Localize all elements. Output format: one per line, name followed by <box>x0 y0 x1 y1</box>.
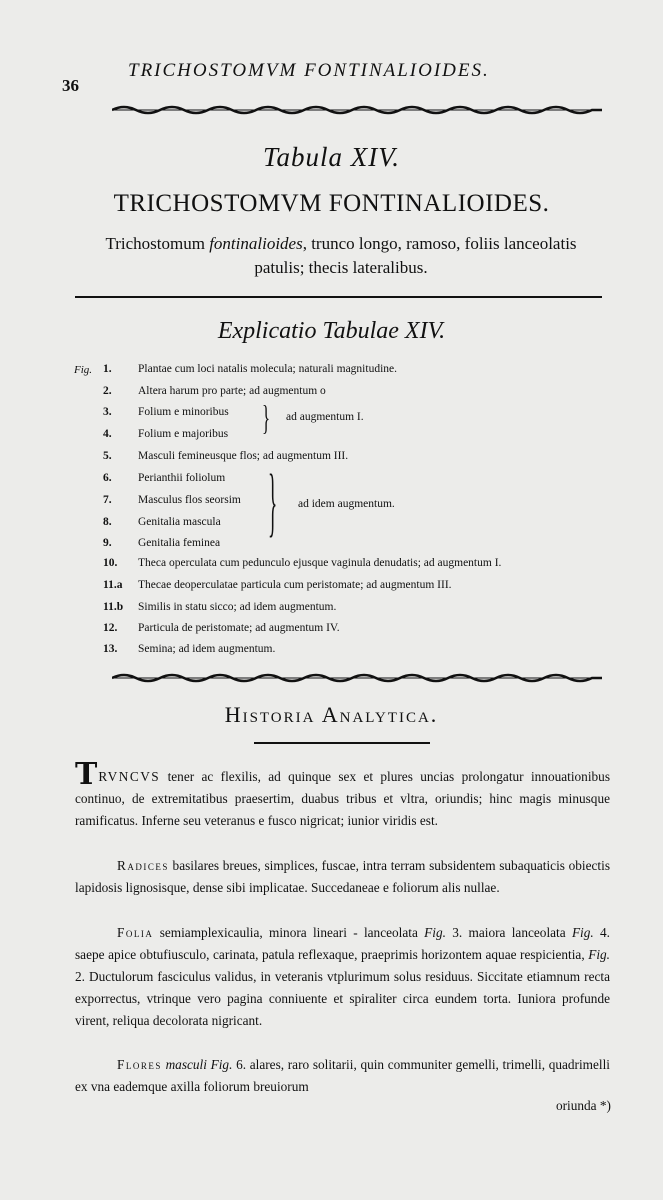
paragraph-text: 4. saepe apice obtufiusculo, carinata, patula reflexaque, praeprimis horizontem aquae respicientia, <box>75 925 611 962</box>
figure-number: 5. <box>103 450 112 462</box>
fig-ref: Fig. <box>588 947 610 962</box>
paragraph-end: oriunda *) <box>555 1098 611 1113</box>
figure-caption: Semina; ad idem augmentum. <box>138 643 276 655</box>
figure-caption: Folium e majoribus <box>138 428 229 440</box>
fig-ref: masculi Fig. <box>161 1057 233 1072</box>
figure-caption: Genitalia feminea <box>138 537 221 549</box>
diagnosis-epithet: fontinalioides <box>209 234 303 253</box>
running-title: TRICHOSTOMVM FONTINALIOIDES. <box>128 60 490 81</box>
paragraph-text: 2. Ductulorum fasciculus validus, in veteranis vtplurimum solus residuus. Siccitate etiamnum recta exporrectus, vtrinque vero pagina conniuente et spiraliter circa eundem torta. Iuniora profunde virent, reliqua decolorata nigricant. <box>75 969 610 1028</box>
brace-6-9: } <box>268 462 278 546</box>
lead-word-truncus: RVNCVS <box>98 769 161 784</box>
species-name: TRICHOSTOMVM FONTINALIOIDES. <box>113 190 550 217</box>
figure-number: 6. <box>103 472 112 484</box>
figure-number: 11.a <box>103 579 123 591</box>
figure-caption: Plantae cum loci natalis molecula; naturali magnitudine. <box>138 363 397 375</box>
figure-caption: Altera harum pro parte; ad augmentum o <box>138 385 326 397</box>
figure-number: 1. <box>103 363 112 375</box>
paragraph-text: 3. maiora lanceolata <box>445 925 572 940</box>
figure-caption: Genitalia mascula <box>138 516 221 528</box>
historia-heading: Historia Analytica. <box>224 702 439 727</box>
ornamental-rule-middle <box>112 672 602 684</box>
figure-caption: Masculus flos seorsim <box>138 494 241 506</box>
drop-cap: T <box>75 757 98 792</box>
figure-number: 11.b <box>103 601 124 613</box>
paragraph-text: basilares breues, simplices, fuscae, intra terram subsidentem subaquaticis obiectis lapidosis lignosisque, dense sibi implicatae. Succedaneae e foliorum alis nullae. <box>75 858 610 895</box>
diagnosis-text-1: Trichostomum <box>105 234 210 253</box>
fig-ref: Fig. <box>571 925 594 940</box>
figure-caption: Similis in statu sicco; ad idem augmentum. <box>138 601 337 613</box>
brace-6-9-label: ad idem augmentum. <box>298 498 395 510</box>
fig-label: Fig. <box>74 364 93 376</box>
figure-number: 9. <box>103 537 112 549</box>
paragraph-radices <box>75 855 610 899</box>
figure-number: 12. <box>103 622 118 634</box>
explicatio-heading: Explicatio Tabulae XIV. <box>217 318 446 344</box>
lead-word-radices: Radices <box>117 858 169 873</box>
figure-number: 3. <box>103 406 112 418</box>
figure-caption: Perianthii foliolum <box>138 472 226 484</box>
plate-title: Tabula XIV. <box>262 142 401 172</box>
figure-number: 4. <box>103 428 112 440</box>
paragraph-folia <box>75 922 610 1032</box>
figure-caption: Thecae deoperculatae particula cum peristomate; ad augmentum III. <box>138 579 452 591</box>
page-number: 36 <box>62 76 79 95</box>
lead-word-folia: Folia <box>117 925 154 940</box>
figure-number: 8. <box>103 516 112 528</box>
figure-caption: Masculi femineusque flos; ad augmentum III. <box>138 450 349 462</box>
brace-3-4-label: ad augmentum I. <box>286 411 364 423</box>
figure-caption: Theca operculata cum pedunculo ejusque vaginula denudatis; ad augmentum I. <box>138 557 502 569</box>
fig-ref: Fig. <box>424 925 446 940</box>
paragraph-flores <box>75 1054 610 1098</box>
paragraph-truncus <box>75 757 610 832</box>
figure-number: 2. <box>103 385 112 397</box>
paragraph-text: tener ac flexilis, ad quinque sex et plures uncias prolongatur innouationibus continuo, de extremitatibus praesertim, duabus tribus et vltra, oriundis; hinc magis minusque ramificatus. Inferne seu veteranus e fusco nigricat; iunior viridis est. <box>75 769 610 828</box>
figure-caption: Particula de peristomate; ad augmentum IV. <box>138 622 340 634</box>
figure-number: 10. <box>103 557 118 569</box>
figure-caption: Folium e minoribus <box>138 406 229 418</box>
brace-3-4: } <box>262 400 271 439</box>
paragraph-text: semiamplexicaulia, minora lineari - lanceolata <box>153 925 425 940</box>
historia-underline <box>254 742 430 744</box>
diagnosis-text-2: , trunco longo, ramoso, foliis lanceolatis patulis; thecis lateralibus. <box>254 234 577 277</box>
figure-number: 13. <box>103 643 118 655</box>
lead-word-flores: Flores <box>117 1057 162 1072</box>
figure-number: 7. <box>103 494 112 506</box>
paragraph-text: 6. alares, raro solitarii, quin communiter gemelli, trimelli, quadrimelli ex vna eademque axilla foliorum breuiorum <box>75 1057 610 1094</box>
